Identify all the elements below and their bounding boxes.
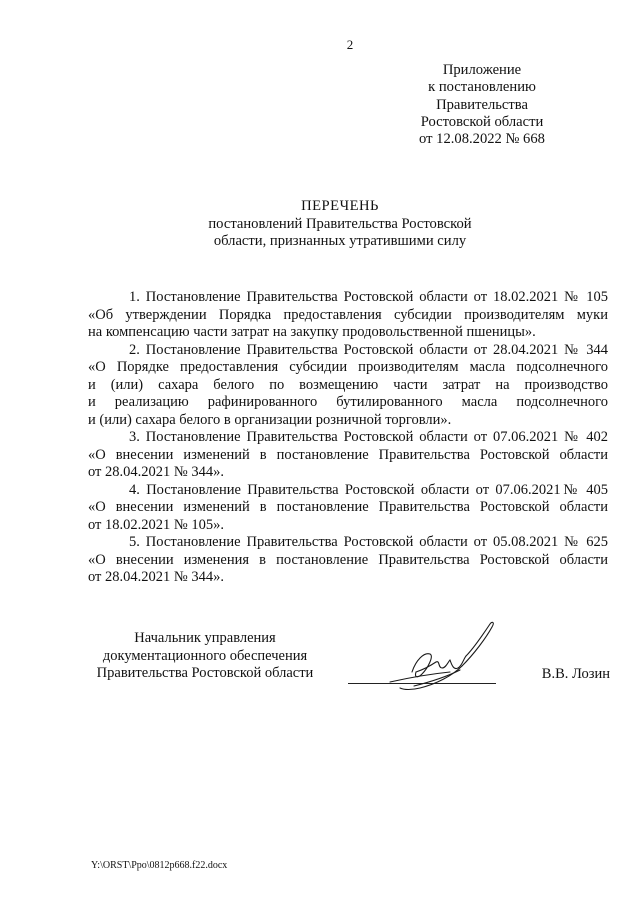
- appendix-line: Ростовской области: [420, 113, 544, 130]
- list-item-line: 3. Постановление Правительства Ростовской области от 07.06.2021 № 402: [129, 429, 608, 445]
- signer-position-line: Начальник управления: [134, 630, 276, 646]
- list-item-line: 5. Постановление Правительства Ростовской области от 05.08.2021 № 625: [129, 534, 608, 550]
- list-item-line: «О внесении изменений в постановление Правительства Ростовской области: [88, 499, 608, 515]
- list-item-line: и реализацию рафинированного бутилированного масла подсолнечного: [88, 394, 608, 410]
- appendix-line: к постановлению: [428, 79, 536, 96]
- appendix-line: Правительства: [436, 96, 528, 113]
- list-item-line: и (или) сахара белого в организации розничной торговли».: [88, 411, 452, 428]
- list-item-line: «О внесении изменений в постановление Правительства Ростовской области: [88, 446, 608, 463]
- handwritten-signature: [350, 612, 500, 702]
- list-item-line: от 28.04.2021 № 344».: [88, 464, 224, 480]
- list-item: [88, 534, 608, 587]
- signer-position-line: документационного обеспечения: [102, 647, 308, 664]
- page-number: 2: [346, 37, 354, 52]
- list-item-line: и (или) сахара белого по возмещению части затрат на производство: [88, 376, 608, 393]
- list-item: [88, 342, 608, 430]
- document-title-block: [140, 198, 540, 251]
- list-item-line: от 28.04.2021 № 344».: [88, 569, 224, 585]
- file-path: Y:\ORST\Ppo\0812p668.f22.docx: [91, 860, 228, 871]
- list-item-line: 4. Постановление Правительства Ростовской области от 07.06.2021№ 405: [129, 481, 608, 498]
- list-item-line: «О внесении изменения в постановление Правительства Ростовской области: [88, 551, 608, 568]
- document-subtitle-line: постановлений Правительства Ростовской: [208, 215, 472, 232]
- resolutions-list: [88, 289, 608, 587]
- list-item: [88, 429, 608, 482]
- document-title: ПЕРЕЧЕНЬ: [301, 198, 379, 214]
- list-item-line: от 18.02.2021 № 105».: [88, 516, 224, 533]
- signer-name: В.В. Лозин: [541, 666, 610, 682]
- document-subtitle-line: области, признанных утратившими силу: [213, 233, 467, 250]
- signer-position: [90, 630, 320, 683]
- list-item-line: 2. Постановление Правительства Ростовской области от 28.04.2021 № 344: [129, 341, 608, 358]
- list-item: [88, 289, 608, 342]
- list-item: [88, 482, 608, 535]
- list-item-line: «О Порядке предоставления субсидии производителям масла подсолнечного: [88, 359, 608, 375]
- appendix-line: от 12.08.2022 № 668: [419, 131, 545, 148]
- list-item-line: на компенсацию части затрат на закупку продовольственной пшеницы».: [88, 324, 536, 340]
- list-item-line: «Об утверждении Порядка предоставления субсидии производителям муки: [88, 306, 608, 323]
- list-item-line: 1. Постановление Правительства Ростовской области от 18.02.2021 № 105: [129, 289, 608, 305]
- appendix-line: Приложение: [442, 62, 522, 78]
- appendix-header: [382, 62, 582, 148]
- signer-position-line: Правительства Ростовской области: [96, 665, 314, 681]
